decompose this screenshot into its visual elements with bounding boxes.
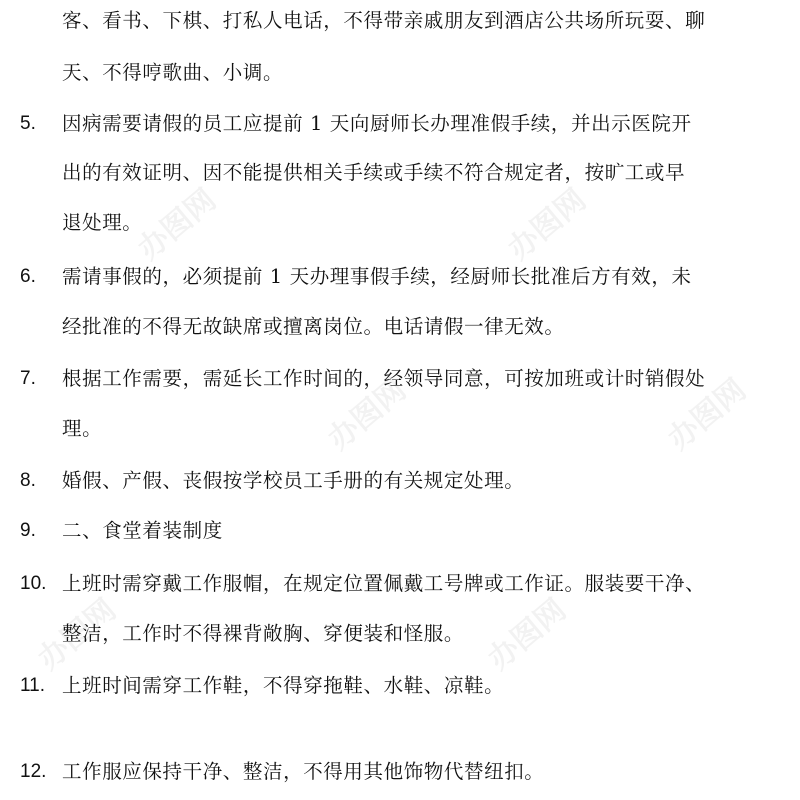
paragraph-line: 婚假、产假、丧假按学校员工手册的有关规定处理。 xyxy=(62,469,525,492)
paragraph-line: 客、看书、下棋、打私人电话，不得带亲戚朋友到酒店公共场所玩耍、聊 xyxy=(62,9,706,32)
watermark: 办图网 xyxy=(661,372,753,458)
paragraph-line: 根据工作需要，需延长工作时间的，经领导同意，可按加班或计时销假处 xyxy=(62,367,706,390)
paragraph-line: 理。 xyxy=(62,417,103,440)
paragraph-line: 经批准的不得无故缺席或擅离岗位。电话请假一律无效。 xyxy=(62,315,565,338)
list-item-number: 7. xyxy=(20,368,36,389)
paragraph-line: 天、不得哼歌曲、小调。 xyxy=(62,61,284,84)
watermark: 办图网 xyxy=(31,592,123,678)
watermark: 办图网 xyxy=(321,372,413,458)
list-item-number: 5. xyxy=(20,113,36,134)
list-item-number: 6. xyxy=(20,266,36,287)
watermark: 办图网 xyxy=(131,182,223,268)
watermark: 办图网 xyxy=(481,592,573,678)
paragraph-line: 因病需要请假的员工应提前 1 天向厨师长办理准假手续，并出示医院开 xyxy=(62,112,692,135)
list-item-number: 12. xyxy=(20,761,47,782)
paragraph-line: 二、食堂着装制度 xyxy=(62,519,223,542)
paragraph-line: 出的有效证明、因不能提供相关手续或手续不符合规定者，按旷工或早 xyxy=(62,161,686,184)
paragraph-line: 上班时需穿戴工作服帽，在规定位置佩戴工号牌或工作证。服装要干净、 xyxy=(62,572,706,595)
paragraph-line: 工作服应保持干净、整洁，不得用其他饰物代替纽扣。 xyxy=(62,760,545,783)
list-item-number: 8. xyxy=(20,470,36,491)
paragraph-line: 退处理。 xyxy=(62,211,143,234)
list-item-number: 11. xyxy=(20,675,46,696)
list-item-number: 9. xyxy=(20,520,36,541)
list-item-number: 10. xyxy=(20,573,47,594)
paragraph-line: 整洁，工作时不得裸背敞胸、穿便装和怪服。 xyxy=(62,622,465,645)
watermark: 办图网 xyxy=(501,182,593,268)
paragraph-line: 需请事假的，必须提前 1 天办理事假手续，经厨师长批准后方有效，未 xyxy=(62,265,692,288)
paragraph-line: 上班时间需穿工作鞋，不得穿拖鞋、水鞋、凉鞋。 xyxy=(62,674,505,697)
